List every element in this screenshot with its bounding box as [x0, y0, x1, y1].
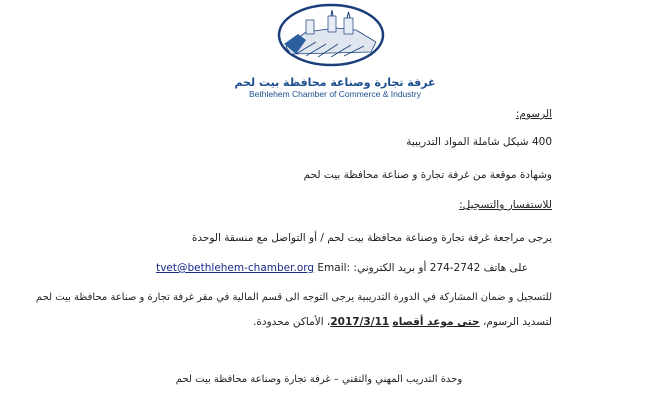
chamber-logo: [276, 2, 386, 68]
payment-suffix: ، الأماكن محدودة.: [253, 316, 331, 328]
email-link[interactable]: tvet@bethlehem-chamber.org: [156, 262, 315, 274]
phone-text: على هاتف 2742-274 أو بريد الكتروني:: [353, 262, 528, 274]
phone-email-line: [156, 262, 528, 274]
payment-line: [253, 316, 552, 328]
fees-certificate: وشهادة موقعة من غرفة تجارة و صناعة محافظة بيت لحم: [303, 169, 552, 181]
org-name-arabic: غرفة تجارة وصناعة محافظة بيت لحم: [234, 76, 436, 89]
org-name-english: Bethlehem Chamber of Commerce & Industry: [249, 89, 421, 99]
registration-line: للتسجيل و ضمان المشاركة في الدورة التدريبية يرجى التوجه الى قسم المالية في مقر غرفة تجارة و صناعة محافظة بيت لحم: [35, 292, 552, 303]
fees-heading: الرسوم:: [515, 108, 552, 120]
payment-prefix: لتسديد الرسوم،: [482, 316, 552, 328]
footer-text: وحدة التدريب المهني والتقني – غرفة تجارة وصناعة محافظة بيت لحم: [175, 374, 463, 385]
inquiry-heading: للاستفسار والتسجيل:: [459, 199, 552, 211]
deadline-label: حتى موعد أقصاه: [392, 316, 480, 328]
contact-line: يرجى مراجعة غرفة تجارة وصناعة محافظة بيت لحم / أو التواصل مع منسقة الوحدة: [191, 232, 552, 244]
fees-amount: 400 شيكل شاملة المواد التدريبية: [406, 136, 552, 148]
deadline-date: 2017/3/11: [330, 316, 390, 328]
email-label: Email:: [317, 262, 351, 274]
